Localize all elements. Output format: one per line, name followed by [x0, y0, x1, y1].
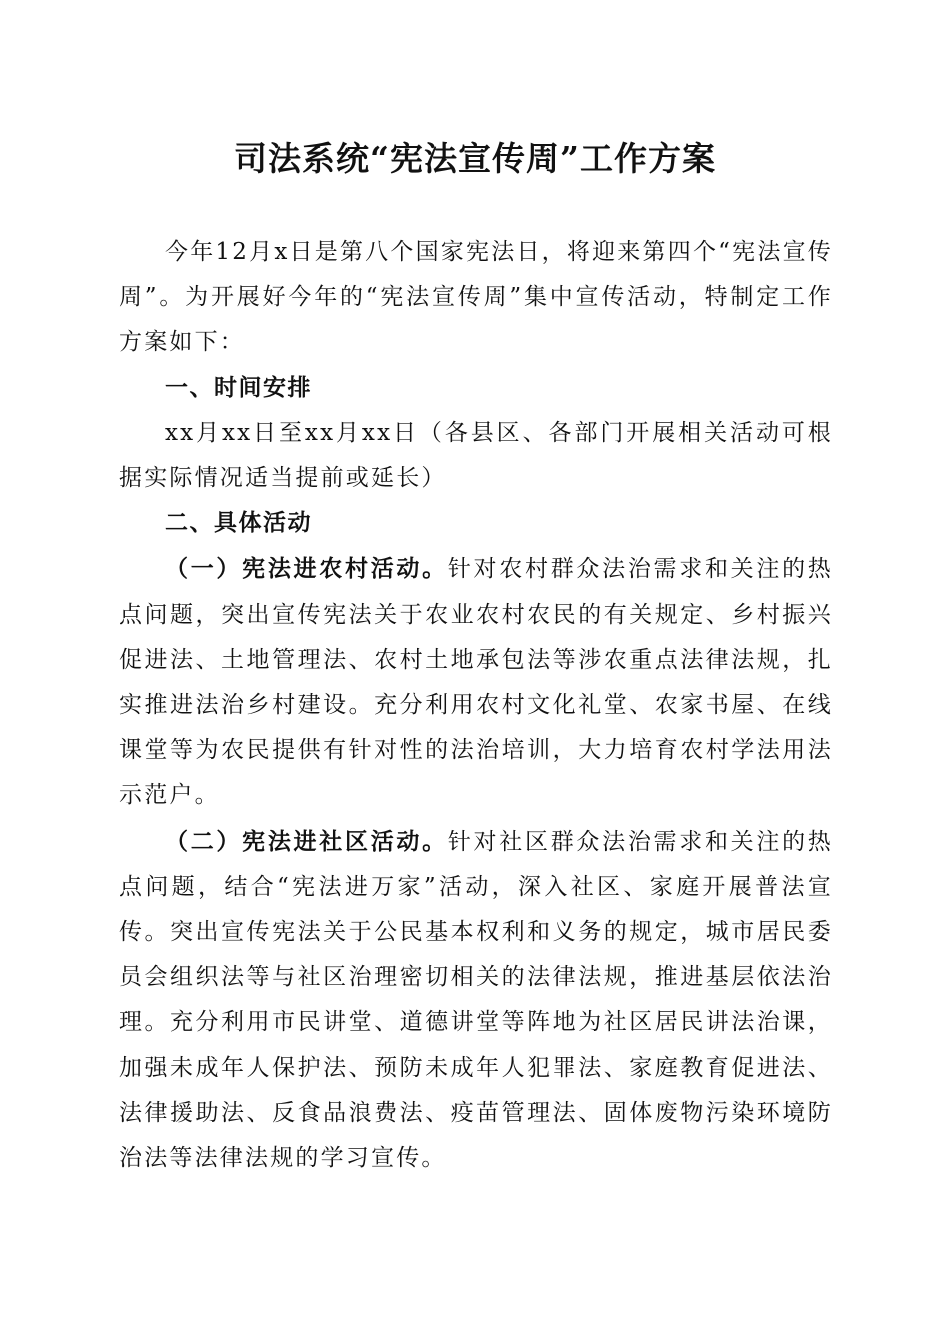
activity-lead-community: （二）宪法进社区活动。: [165, 827, 448, 855]
activity-text-rural: 针对农村群众法治需求和关注的热点问题，突出宣传宪法关于农业农村农民的有关规定、乡村振兴促进法、土地管理法、农村土地承包法等涉农重点法律法规，扎实推进法治乡村建设。充分利用农村文化礼堂、农家书屋、在线课堂等为农民提供有针对性的法治培训，大力培育农村学法用法示范户。: [119, 556, 834, 809]
schedule-paragraph: xx月xx日至xx月xx日（各县区、各部门开展相关活动可根据实际情况适当提前或延长）: [119, 419, 833, 492]
section-heading-schedule: 一、时间安排: [165, 374, 312, 401]
activity-paragraph-community: [119, 819, 833, 1182]
activity-text-community: 针对社区群众法治需求和关注的热点问题，结合“宪法进万家”活动，深入社区、家庭开展普法宣传。突出宣传宪法关于公民基本权利和义务的规定，城市居民委员会组织法等与社区治理密切相关的法律法规，推进基层依法治理。充分利用市民讲堂、道德讲堂等阵地为社区居民讲法治课，加强未成年人保护法、预防未成年人犯罪法、家庭教育促进法、法律援助法、反食品浪费法、疫苗管理法、固体废物污染环境防治法等法律法规的学习宣传。: [119, 828, 834, 1172]
activity-paragraph-rural: [119, 546, 833, 818]
document-title: 司法系统“宪法宣传周”工作方案: [234, 139, 716, 178]
intro-paragraph: 今年12月x日是第八个国家宪法日，将迎来第四个“宪法宣传周”。为开展好今年的“宪法宣传周”集中宣传活动，特制定工作方案如下：: [119, 239, 833, 356]
activity-lead-rural: （一）宪法进农村活动。: [165, 555, 448, 583]
document-body: [119, 230, 833, 1181]
section-heading-activities: 二、具体活动: [165, 510, 312, 537]
